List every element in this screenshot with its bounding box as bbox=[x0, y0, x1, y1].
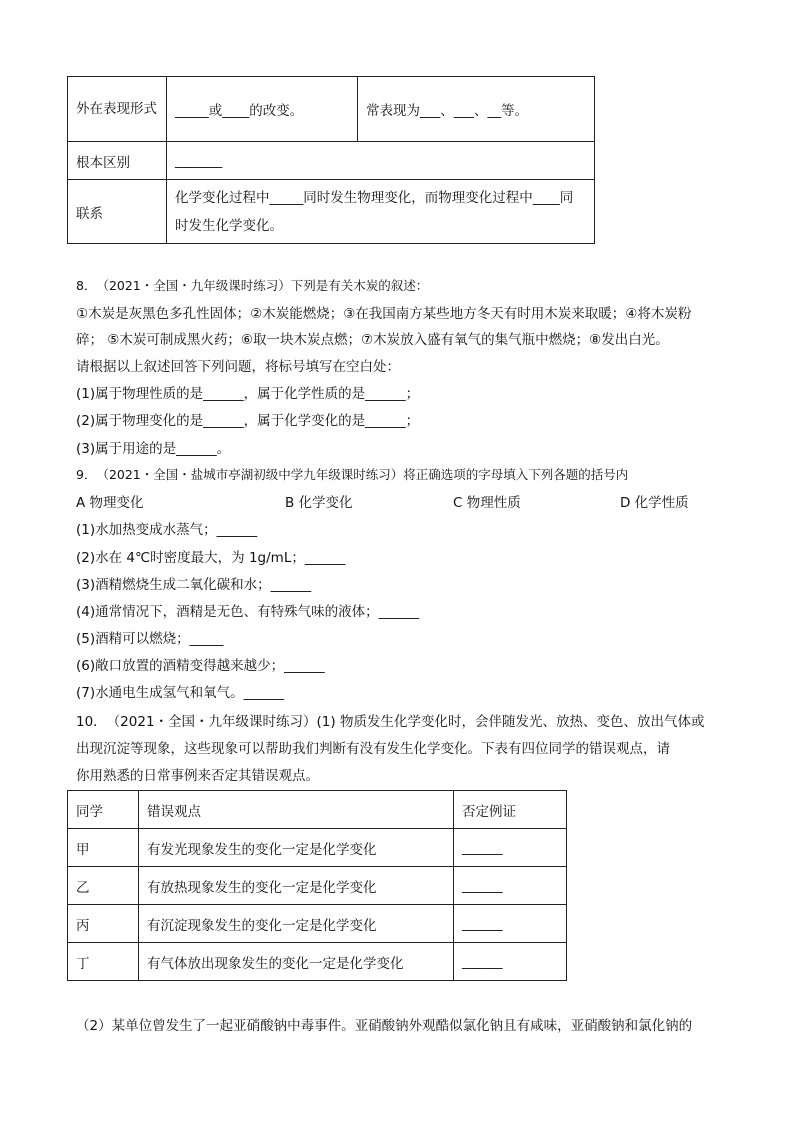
q9-option-a: A 物理变化 bbox=[76, 495, 144, 511]
change-comparison-table bbox=[67, 76, 595, 244]
view-cell: 有气体放出现象发生的变化一定是化学变化 bbox=[139, 943, 454, 981]
q9-item-7: (7)水通电生成氢气和氧气。______ bbox=[76, 685, 285, 701]
q9-header: 9． （2021・全国・盐城市亭湖初级中学九年级课时练习）将正确选项的字母填入下列各题的括号内 bbox=[76, 467, 629, 482]
table-cell: _______ bbox=[167, 142, 595, 180]
example-cell: ______ bbox=[454, 943, 567, 981]
q9-item-2: (2)水在 4℃时密度最大，为 1g/mL；______ bbox=[76, 550, 346, 566]
table-cell: _____或____的改变。 bbox=[167, 77, 358, 142]
q8-sub1: (1)属于物理性质的是______，属于化学性质的是______； bbox=[76, 386, 420, 402]
table-row bbox=[68, 829, 567, 867]
q8-sub2: (2)属于物理变化的是______，属于化学变化的是______； bbox=[76, 413, 420, 429]
q9-item-1: (1)水加热变成水蒸气；______ bbox=[76, 522, 258, 538]
q9-item-6: (6)敞口放置的酒精变得越来越少；______ bbox=[76, 658, 325, 674]
q8-line2: 碎； ⑤木炭可制成黑火药；⑥取一块木炭点燃；⑦木炭放入盛有氧气的集气瓶中燃烧；⑧发出白光。 bbox=[76, 332, 669, 348]
q9-item-4: (4)通常情况下，酒精是无色、有特殊气味的液体；______ bbox=[76, 604, 420, 620]
table-row bbox=[68, 905, 567, 943]
q9-item-3: (3)酒精燃烧生成二氧化碳和水；______ bbox=[76, 577, 312, 593]
q10-line2: 出现沉淀等现象，这些现象可以帮助我们判断有没有发生化学变化。下表有四位同学的错误观点，请 bbox=[76, 741, 670, 757]
wrong-views-table bbox=[67, 790, 567, 981]
q9-item-5: (5)酒精可以燃烧；_____ bbox=[76, 631, 224, 647]
table-header-row bbox=[68, 791, 567, 829]
row-label: 根本区别 bbox=[68, 142, 167, 180]
student-cell: 丙 bbox=[68, 905, 139, 943]
view-cell: 有沉淀现象发生的变化一定是化学变化 bbox=[139, 905, 454, 943]
example-cell: ______ bbox=[454, 905, 567, 943]
table-row bbox=[68, 142, 595, 180]
row-label: 外在表现形式 bbox=[68, 77, 167, 142]
table-row bbox=[68, 77, 595, 142]
student-cell: 甲 bbox=[68, 829, 139, 867]
q8-header: 8． （2021・全国・九年级课时练习）下列是有关木炭的叙述： bbox=[76, 278, 429, 293]
q10-line3: 你用熟悉的日常事例来否定其错误观点。 bbox=[76, 768, 319, 784]
q9-option-d: D 化学性质 bbox=[620, 495, 689, 511]
view-cell: 有放热现象发生的变化一定是化学变化 bbox=[139, 867, 454, 905]
table-row bbox=[68, 943, 567, 981]
header-cell: 否定例证 bbox=[454, 791, 567, 829]
q9-option-c: C 物理性质 bbox=[453, 495, 521, 511]
example-cell: ______ bbox=[454, 867, 567, 905]
table-row bbox=[68, 180, 595, 244]
student-cell: 乙 bbox=[68, 867, 139, 905]
row-label: 联系 bbox=[68, 180, 167, 244]
q8-sub3: (3)属于用途的是______。 bbox=[76, 441, 231, 457]
q10-line1: 10． （2021・全国・九年级课时练习）(1) 物质发生化学变化时，会伴随发光、放热、变色、放出气体或 bbox=[76, 714, 705, 730]
student-cell: 丁 bbox=[68, 943, 139, 981]
q8-line1: ①木炭是灰黑色多孔性固体；②木炭能燃烧；③在我国南方某些地方冬天有时用木炭来取暖；④将木炭粉 bbox=[76, 306, 692, 322]
header-cell: 同学 bbox=[68, 791, 139, 829]
example-cell: ______ bbox=[454, 829, 567, 867]
table-cell: 常表现为___、___、__等。 bbox=[358, 77, 595, 142]
table-cell: 化学变化过程中_____同时发生物理变化，而物理变化过程中____同时发生化学变化。 bbox=[167, 180, 595, 244]
q9-option-b: B 化学变化 bbox=[285, 495, 353, 511]
q10-part2: （2）某单位曾发生了一起亚硝酸钠中毒事件。亚硝酸钠外观酷似氯化钠且有咸味，亚硝酸钠和氯化钠的 bbox=[76, 1018, 693, 1034]
header-cell: 错误观点 bbox=[139, 791, 454, 829]
table-row bbox=[68, 867, 567, 905]
q8-prompt: 请根据以上叙述回答下列问题，将标号填写在空白处： bbox=[76, 359, 400, 375]
view-cell: 有发光现象发生的变化一定是化学变化 bbox=[139, 829, 454, 867]
